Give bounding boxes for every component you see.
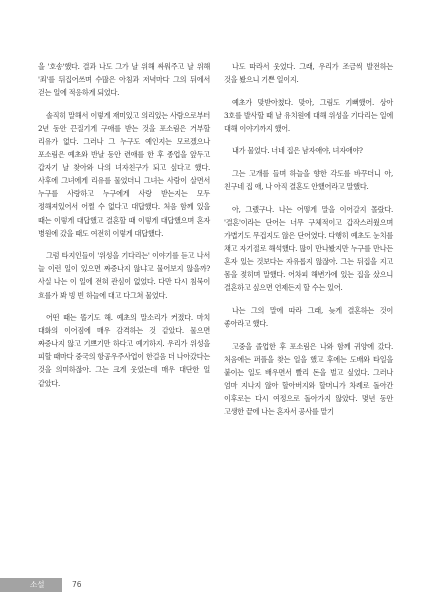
- paragraph: 아, 그랬구나. 나는 어떻게 말을 이어갈지 몰랐다. '결혼'이라는 단어는 너무 구체적이고 갑작스러웠으며 가볍기도 무겁지도 않은 단어였다. 다행히 예초도 눈치를 채고 자기절로 해석했다. 많이 만나봤지만 누구를 만나든 혼자 있는 것보다는 자유롭지 않잖아. 그는 뒤집을 지고 몸을 젖히며 말했다. 어차피 해변가에 있는 집을 샀으니 결혼하고 싶으면 언제든지 할 수는 있어.: [224, 204, 393, 293]
- left-text-column: [38, 60, 210, 399]
- paragraph: 나도 따라서 웃었다. 그래, 우리가 조금씩 발전하는 것을 봤으니 기쁜 일이지.: [224, 62, 393, 85]
- paragraph: 고중을 졸업한 후 포소림은 나와 함께 귀양에 갔다. 처음에는 퍼플을 찾는 일을 했고 후에는 도배와 타일을 붙이는 일도 배우면서 빨리 돈을 벌고 싶었다. 그러나 엄마 지나지 않아 할아버지와 할머니가 차례로 돌아간 이후로는 다시 여정으로 돌아가지 않았다. 몇년 동안 고생한 끝에 나는 혼자서 공사를 맡기: [224, 341, 393, 417]
- paragraph: 어떤 때는 똘기도 해. 예초의 말소리가 커졌다. 마치 대화의 이어짐에 매우 감격하는 것 같았다. 물으면 짜증나지 않고 기쁘기만 하다고 예기하지. 우리가 위성을 피할 때마다 중국의 항공우주사업이 한걸음 더 나아갔다는 것을 의미하잖아. 그는 크게 웃었는데 매우 대단한 일 같았다.: [38, 313, 210, 388]
- paragraph: 그는 고개를 들며 하늘을 향한 각도를 바꾸더니 아, 친구네 집 애, 나 아직 결혼도 안했어라고 말했다.: [224, 169, 393, 192]
- paragraph: 예초가 맞받아쳤다. 맞아, 그림도 기뻐했어. 상아 3호를 발사할 때 날 유치원에 대해 위성을 기다리는 일에 대해 이야기까지 했어.: [224, 97, 393, 133]
- paragraph: 나는 그의 말에 따라 그래, 늦게 결혼하는 것이 좋아라고 했다.: [224, 305, 393, 328]
- page-number: 76: [72, 580, 82, 589]
- paragraph: 내가 물었다. 너네 집은 남자애야, 녀자애야?: [232, 146, 363, 156]
- paragraph: 을 '호송'했다. 결과 나도 그가 날 위해 싸워주고 날 위해 '죄'를 뒤집어쓰며 수많은 아침과 저녁마다 그의 뒤에서 걷는 일에 적응하게 되었다.: [38, 62, 210, 98]
- right-text-column: [224, 60, 393, 428]
- footer-section-label: 소설: [30, 580, 45, 589]
- paragraph: 그럼 타지인들이 '위성을 기다리는' 이야기를 듣고 나서 늘 이런 일이 있으면 짜증나지 않냐고 물어보지 않을까? 사실 나는 이 일에 전혀 관심이 없었다. 다만 다시 침묵이 흐를가 봐 빙 빈 하늘에 대고 다그쳐 물었다.: [38, 251, 210, 300]
- paragraph: 솔직히 말해서 이렇게 재미있고 의리있는 사람으로부터 2년 동안 끈질기게 구애를 받는 것을 포소림은 거부할 리유가 없다. 그러나 그 누구도 예인지는 모르겠으나 포소림은 예초와 반날 동안 련애를 한 후 종업을 앞두고 갑자기 날 찾아와 나의 녀자친구가 되고 싶다고 했다. 사후에 그녀에게 리유를 물었더니 그녀는 사람이 살면서 누구를 사랑하고 누구에게 사랑 받는지는 모두 정해져있어서 어쩔 수 없다고 대답했다. 처음 함께 있을 때는 이렇게 대답했고 결혼할 때 이렇게 대답했으며 혼자 병원에 갔을 때도 여전히 이렇게 대답했다.: [38, 110, 210, 238]
